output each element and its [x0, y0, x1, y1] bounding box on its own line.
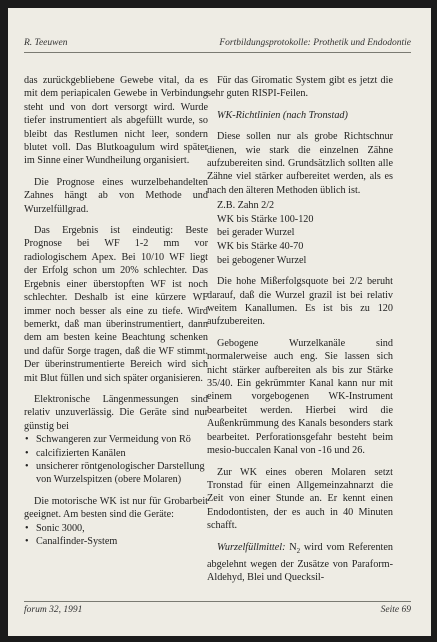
list-item: WK bis Stärke 100-120	[217, 213, 314, 225]
list-item: WK bis Stärke 40-70	[217, 241, 304, 253]
list-item: • unsicherer röntgenologischer Darstellung von Wurzelspitzen (obere Molaren)	[24, 460, 208, 487]
list-item: • Schwangeren zur Vermeidung von Rö	[24, 433, 208, 446]
list-item: • calcifizierten Kanälen	[24, 447, 208, 460]
bullet-list	[24, 522, 208, 549]
paragraph: Die Prognose eines wurzelbehandelten Zahnes hängt ab von Methode und Wurzelfüllgrad.	[24, 176, 208, 215]
list-item: Z.B. Zahn 2/2	[217, 200, 275, 212]
running-header	[24, 36, 411, 53]
guideline-list	[217, 199, 393, 267]
header-section: Fortbildungsprotokolle: Prothetik und Endodontie	[219, 38, 411, 48]
paragraph: Die hohe Mißerfolgsquote bei 2/2 beruht darauf, daß die Wurzel grazil ist bei relativ weitem Kanallumen. Es ist bis zu 120 aufzubereiten.	[207, 276, 393, 328]
list-item: bei gerader Wurzel	[217, 227, 295, 239]
header-author: R. Teeuwen	[24, 38, 68, 48]
paragraph: Gebogene Wurzelkanäle sind normalerweise auch eng. Sie lassen sich nicht stärker aufbereiten als bis zur Stärke 35/40. Ein gekrümmter Kanal kann nur mit einem vorgebogenen WK-Instrument bearbeitet werden. Hierbei wird die Außenkrümmung des Kanals besonders stark bearbeitet. Perforationsgefahr besteht beim mesio-buccalen Kanal von -16 und 26.	[207, 337, 393, 457]
document-page	[8, 8, 431, 636]
paragraph: Für das Giromatic System gibt es jetzt die sehr guten RISPI-Feilen.	[207, 75, 393, 100]
section-heading: WK-Richtlinien (nach Tronstad)	[217, 109, 348, 121]
paragraph	[207, 541, 393, 585]
paragraph-text: wird vom Referenten abgelehnt wegen der Zusätze von Paraform-Aldehyd, Blei und Quecksil-	[207, 541, 393, 584]
list-item: • Canalfinder-System	[24, 535, 208, 548]
running-footer	[24, 601, 411, 616]
right-column	[207, 74, 393, 593]
paragraph: das zurückgebliebene Gewebe vital, da es mit dem periapicalen Gewebe in Verbindung steht und von dort versorgt wird. Wurde tiefer instrumentiert als abgefüllt wurde, so bleibt das Restlumen nicht leer, sondern blutet voll. Das Blutkoagulum wird später im Sinne einer Wundheilung organisiert.	[24, 75, 208, 167]
bullet-list	[24, 433, 208, 487]
subscript: 2	[296, 546, 301, 555]
footer-page-number: Seite 69	[380, 605, 411, 615]
term-label: Wurzelfüllmittel:	[217, 541, 286, 553]
footer-journal: forum 32, 1991	[24, 605, 83, 615]
list-item: bei gebogener Wurzel	[217, 254, 307, 266]
list-item: • Sonic 3000,	[24, 522, 208, 535]
left-column	[24, 74, 208, 556]
paragraph: Zur WK eines oberen Molaren setzt Tronstad für einen Allgemeinzahnarzt die Zeit von einer Stunde an. Er kennt einen Endodontisten, der es auch in 40 Minuten schafft.	[207, 466, 393, 532]
paragraph: Das Ergebnis ist eindeutig: Beste Prognose bei WF 1-2 mm vor radiologischem Apex. Bei 10/10 WF liegt der Erfolg schon um 20% schlechter. Das Ergebnis einer überstopften WF ist noch schlechter. Deshalb ist eine kürzere WF immer noch besser als eine zu tiefe. Wird bemerkt, daß man überinstrumentiert, dann dem am besten keine Beachtung schenken und dafür Sorge tragen, daß die WF stimmt. Der überinstrumentierte Bereich wird sich mit Blut füllen und sich später organisieren.	[24, 225, 208, 384]
paragraph-text: N	[285, 541, 297, 553]
paragraph: Elektronische Längenmessungen sind relativ unzuverlässig. Die Geräte sind nur günstig bei	[24, 393, 208, 432]
paragraph: Die motorische WK ist nur für Grobarbeit geeignet. Am besten sind die Geräte:	[24, 495, 208, 521]
paragraph: Diese sollen nur als grobe Richtschnur dienen, wie stark die einzelnen Zähne aufzubereiten sind. Grundsätzlich sollten alle Zähne viel stärker aufbereitet werden, als es nach den älteren Methoden üblich ist.	[207, 131, 393, 196]
